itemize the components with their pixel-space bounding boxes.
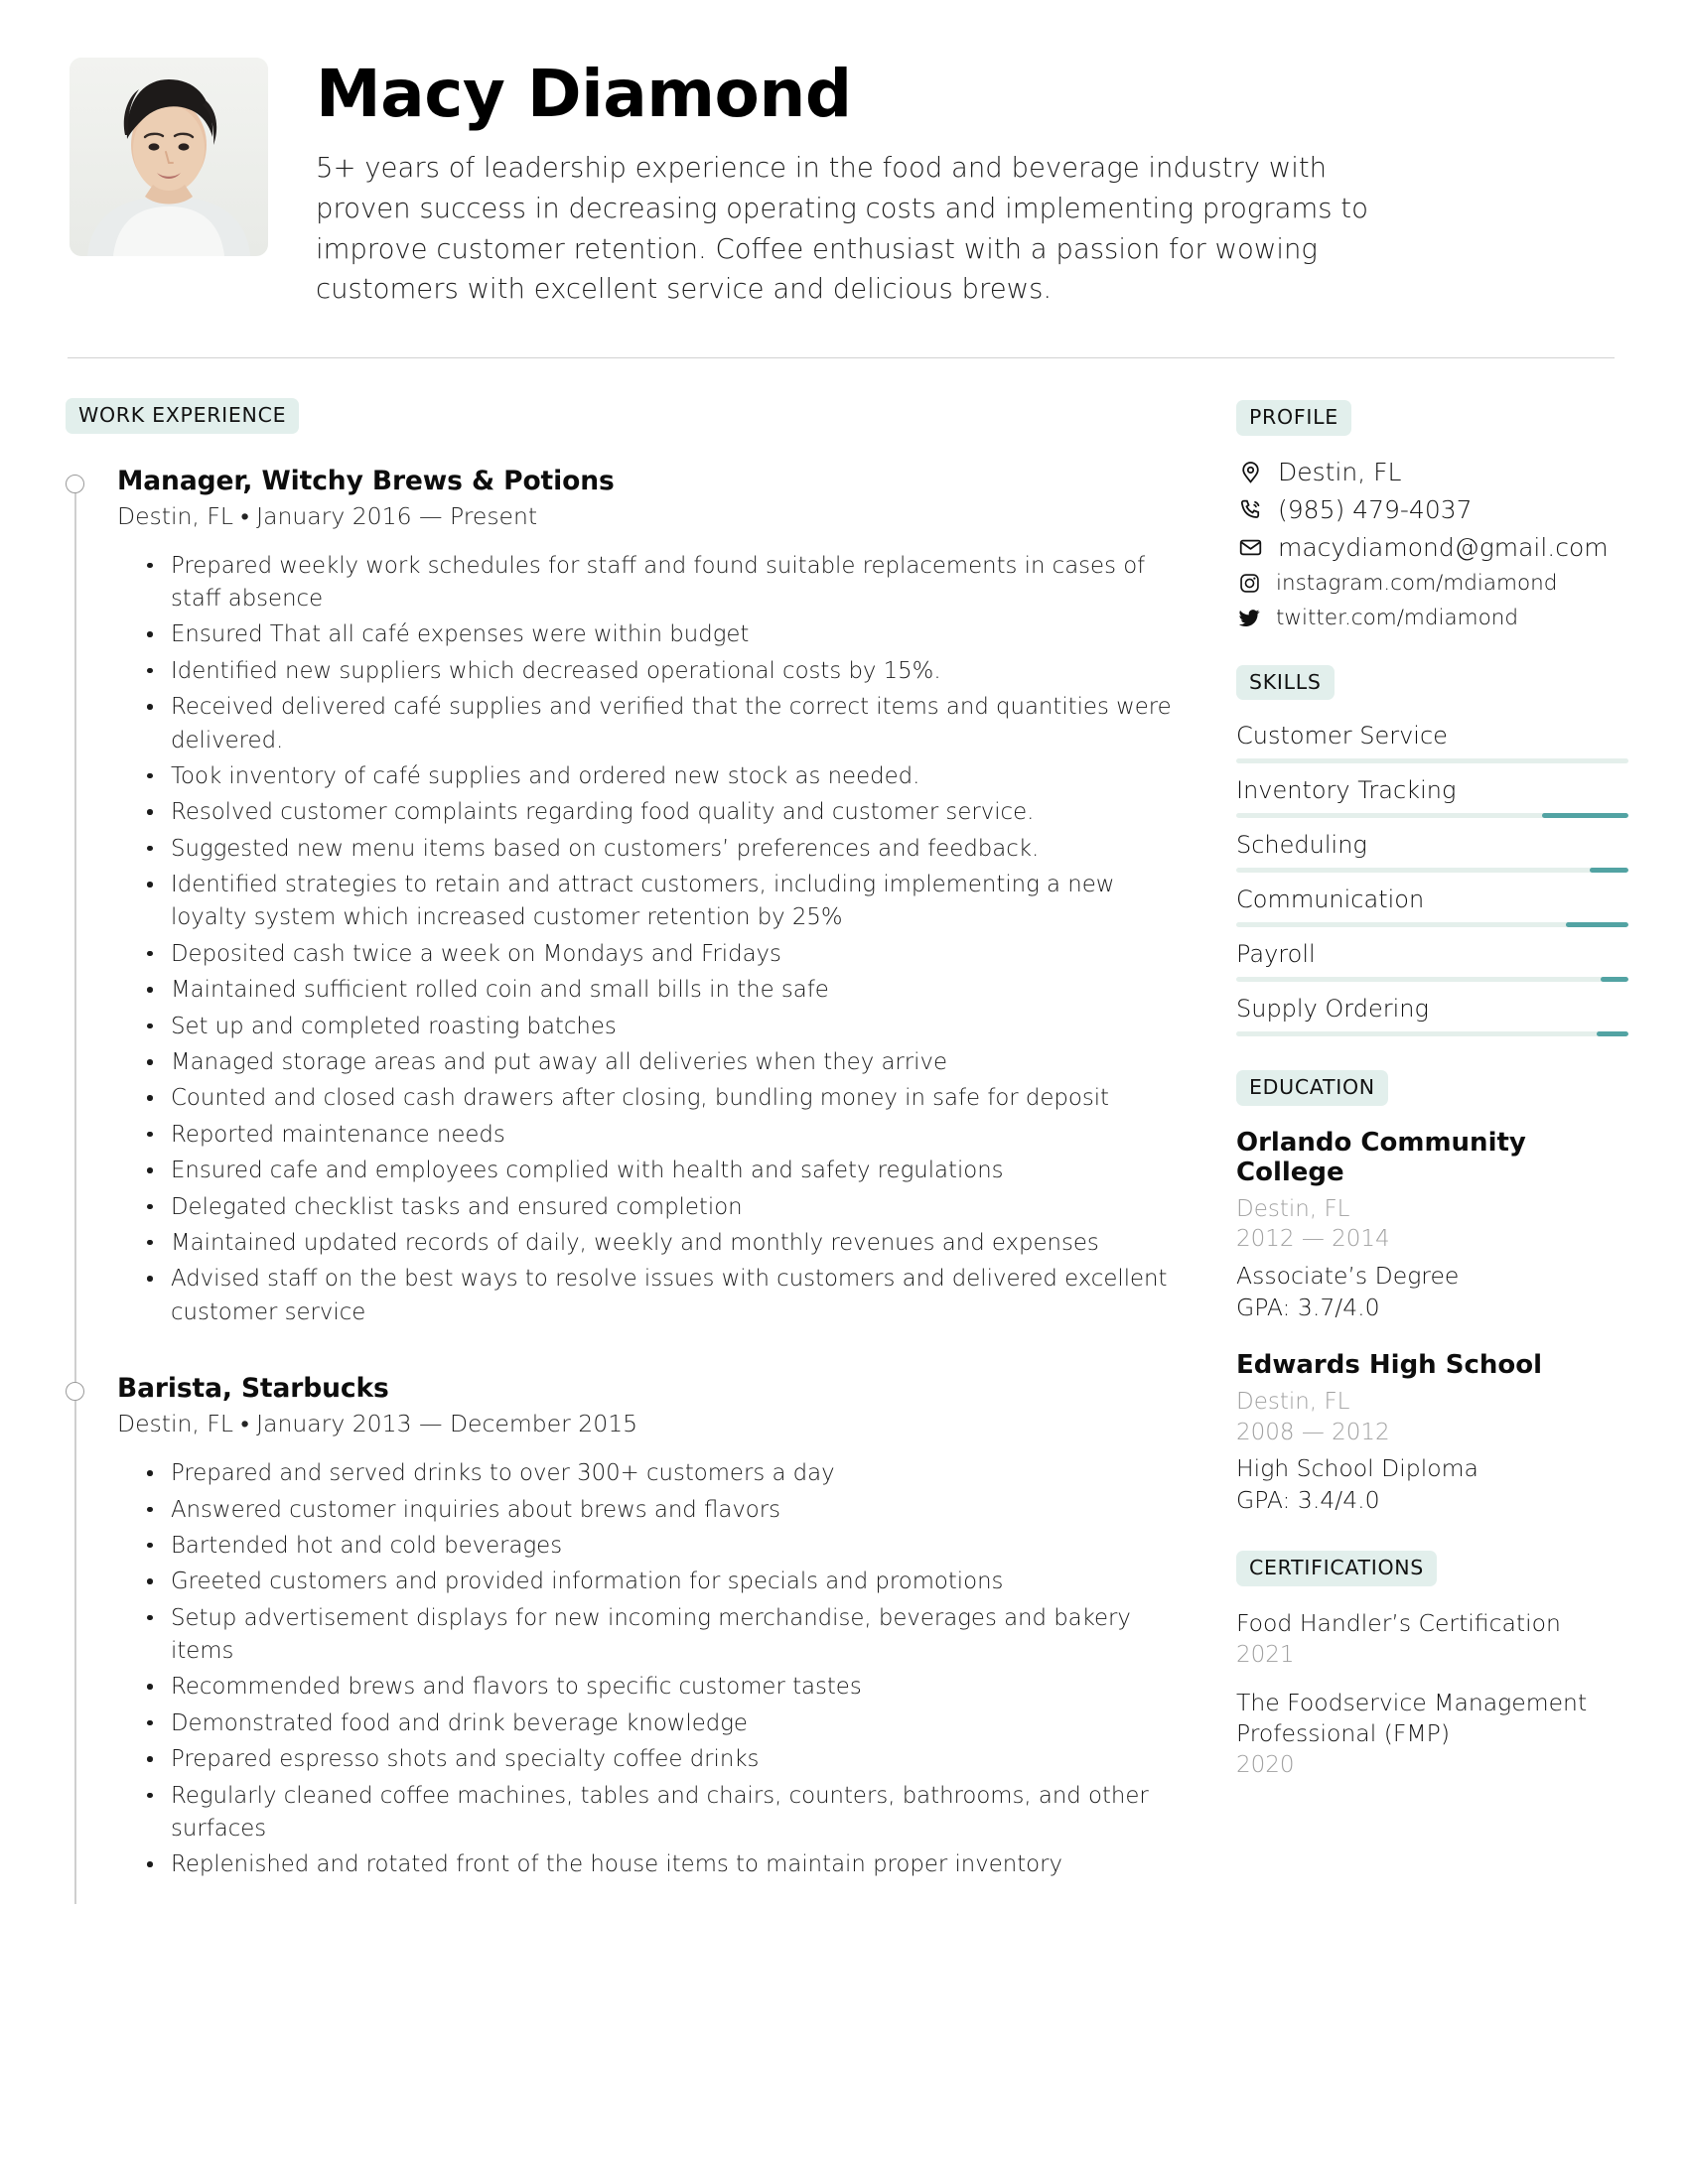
list-item: Advised staff on the best ways to resolve issues with customers and delivered excellent customer service [145, 1263, 1173, 1329]
section-heading-education: EDUCATION [1236, 1070, 1388, 1106]
skills-section [1236, 665, 1628, 1037]
job-title: Barista, Starbucks [117, 1373, 389, 1405]
job-entry [117, 1373, 1173, 1882]
certification-item [1236, 1608, 1628, 1668]
list-item: Counted and closed cash drawers after closing, bundling money in safe for deposit [145, 1082, 1173, 1115]
skill-item [1236, 776, 1628, 818]
skill-label: Payroll [1236, 940, 1316, 969]
list-item: Managed storage areas and put away all deliveries when they arrive [145, 1046, 1173, 1079]
instagram-icon [1236, 571, 1262, 597]
list-item: Took inventory of café supplies and ordered new stock as needed. [145, 760, 1173, 793]
education-years: 2012 — 2014 [1236, 1226, 1390, 1253]
header-divider [68, 357, 1615, 358]
skill-item [1236, 886, 1628, 927]
education-school: Edwards High School [1236, 1349, 1543, 1380]
skill-item [1236, 831, 1628, 873]
certification-name: Food Handler’s Certification [1236, 1608, 1561, 1637]
section-heading-profile: PROFILE [1236, 400, 1351, 436]
contact-twitter[interactable] [1236, 606, 1628, 631]
certification-year: 2020 [1236, 1752, 1295, 1779]
skill-progress-fill [1566, 922, 1628, 927]
job-bullet-list [117, 550, 1173, 1330]
list-item: Delegated checklist tasks and ensured completion [145, 1191, 1173, 1224]
skill-item [1236, 995, 1628, 1036]
list-item: Greeted customers and provided information for specials and promotions [145, 1566, 1173, 1598]
profile-section [1236, 400, 1628, 631]
skill-progress-fill [1597, 1031, 1628, 1036]
contact-phone[interactable] [1236, 495, 1628, 524]
education-degree: High School Diploma [1236, 1454, 1478, 1483]
job-entry [117, 466, 1173, 1330]
education-list [1236, 1128, 1628, 1518]
list-item: Maintained updated records of daily, weekly and monthly revenues and expenses [145, 1227, 1173, 1260]
job-meta: Destin, FL • January 2013 — December 2015 [117, 1410, 638, 1438]
contact-list [1236, 458, 1628, 631]
education-gpa: GPA: 3.4/4.0 [1236, 1486, 1380, 1515]
contact-instagram[interactable] [1236, 571, 1628, 597]
list-item: Deposited cash twice a week on Mondays and Fridays [145, 938, 1173, 971]
education-location: Destin, FL [1236, 1389, 1350, 1416]
timeline-marker-icon [66, 1382, 84, 1401]
envelope-icon [1236, 533, 1264, 561]
contact-email-text: macydiamond@gmail.com [1278, 532, 1609, 562]
skill-label: Customer Service [1236, 722, 1448, 751]
contact-instagram-text: instagram.com/mdiamond [1276, 571, 1558, 597]
skill-label: Inventory Tracking [1236, 776, 1457, 805]
skill-item [1236, 940, 1628, 982]
education-years: 2008 — 2012 [1236, 1419, 1390, 1445]
job-meta: Destin, FL • January 2016 — Present [117, 501, 538, 530]
list-item: Identified new suppliers which decreased operational costs by 15%. [145, 655, 1173, 688]
resume-body [66, 398, 1617, 1885]
list-item: Prepared espresso shots and specialty coffee drinks [145, 1743, 1173, 1776]
job-title: Manager, Witchy Brews & Potions [117, 465, 615, 496]
education-section [1236, 1070, 1628, 1517]
section-heading-certifications: CERTIFICATIONS [1236, 1551, 1437, 1586]
skill-label: Scheduling [1236, 831, 1367, 860]
certification-name: The Foodservice Management Professional (FMP) [1236, 1688, 1588, 1748]
list-item: Identified strategies to retain and attract customers, including implementing a new loyalty system which increased customer retention by 25% [145, 869, 1173, 935]
contact-location-text: Destin, FL [1278, 457, 1402, 486]
page-title: Macy Diamond [316, 56, 852, 132]
skill-progress-track [1236, 868, 1628, 873]
list-item: Maintained sufficient rolled coin and small bills in the safe [145, 974, 1173, 1007]
list-item: Suggested new menu items based on customers’ preferences and feedback. [145, 833, 1173, 866]
timeline-marker-icon [66, 475, 84, 493]
list-item: Reported maintenance needs [145, 1119, 1173, 1152]
education-school: Orlando Community College [1236, 1127, 1526, 1187]
list-item: Ensured cafe and employees complied with health and safety regulations [145, 1155, 1173, 1187]
timeline-line [74, 481, 76, 1904]
skill-progress-track [1236, 813, 1628, 818]
skill-progress-track [1236, 758, 1628, 763]
list-item: Prepared weekly work schedules for staff and found suitable replacements in cases of staff absence [145, 550, 1173, 616]
skill-progress-track [1236, 922, 1628, 927]
list-item: Resolved customer complaints regarding food quality and customer service. [145, 796, 1173, 829]
location-pin-icon [1236, 458, 1264, 485]
skill-progress-fill [1590, 868, 1629, 873]
contact-twitter-text: twitter.com/mdiamond [1276, 606, 1519, 631]
resume-header [66, 58, 1617, 310]
list-item: Setup advertisement displays for new incoming merchandise, beverages and bakery items [145, 1602, 1173, 1669]
job-bullet-list [117, 1457, 1173, 1882]
list-item: Demonstrated food and drink beverage knowledge [145, 1707, 1173, 1740]
contact-phone-text: (985) 479-4037 [1278, 494, 1473, 524]
education-degree: Associate’s Degree [1236, 1262, 1460, 1291]
header-text-block [316, 58, 1408, 310]
main-column [66, 398, 1173, 1885]
list-item: Set up and completed roasting batches [145, 1011, 1173, 1043]
sidebar [1236, 398, 1628, 1778]
list-item: Recommended brews and flavors to specific customer tastes [145, 1671, 1173, 1704]
certification-item [1236, 1688, 1628, 1779]
skill-progress-track [1236, 1031, 1628, 1036]
twitter-icon [1236, 606, 1262, 631]
list-item: Bartended hot and cold beverages [145, 1530, 1173, 1563]
education-item [1236, 1350, 1628, 1517]
list-item: Replenished and rotated front of the house items to maintain proper inventory [145, 1848, 1173, 1881]
list-item: Regularly cleaned coffee machines, tables and chairs, counters, bathrooms, and other surfaces [145, 1780, 1173, 1846]
skill-progress-fill [1601, 977, 1628, 982]
skill-label: Communication [1236, 886, 1425, 914]
certification-year: 2021 [1236, 1641, 1295, 1668]
contact-location[interactable] [1236, 458, 1628, 486]
avatar [70, 58, 268, 256]
professional-summary: 5+ years of leadership experience in the food and beverage industry with proven success in decreasing operating costs and implementing programs to improve customer retention. Coffee enthusiast with a passion for wowing customers with excellent service and delicious brews. [316, 152, 1368, 306]
skill-label: Supply Ordering [1236, 995, 1429, 1024]
education-location: Destin, FL [1236, 1195, 1350, 1222]
section-heading-work-experience: WORK EXPERIENCE [66, 398, 299, 434]
skill-progress-track [1236, 977, 1628, 982]
contact-email[interactable] [1236, 533, 1628, 562]
skill-item [1236, 722, 1628, 763]
phone-icon [1236, 495, 1264, 523]
work-experience-timeline [66, 466, 1173, 1882]
education-item [1236, 1128, 1628, 1324]
list-item: Answered customer inquiries about brews and flavors [145, 1494, 1173, 1527]
skill-progress-fill [1542, 813, 1628, 818]
list-item: Prepared and served drinks to over 300+ customers a day [145, 1457, 1173, 1490]
certifications-list [1236, 1608, 1628, 1779]
section-heading-skills: SKILLS [1236, 665, 1335, 701]
list-item: Ensured That all café expenses were within budget [145, 618, 1173, 651]
skills-list [1236, 722, 1628, 1036]
education-gpa: GPA: 3.7/4.0 [1236, 1293, 1380, 1321]
certifications-section [1236, 1551, 1628, 1778]
list-item: Received delivered café supplies and verified that the correct items and quantities were delivered. [145, 691, 1173, 757]
